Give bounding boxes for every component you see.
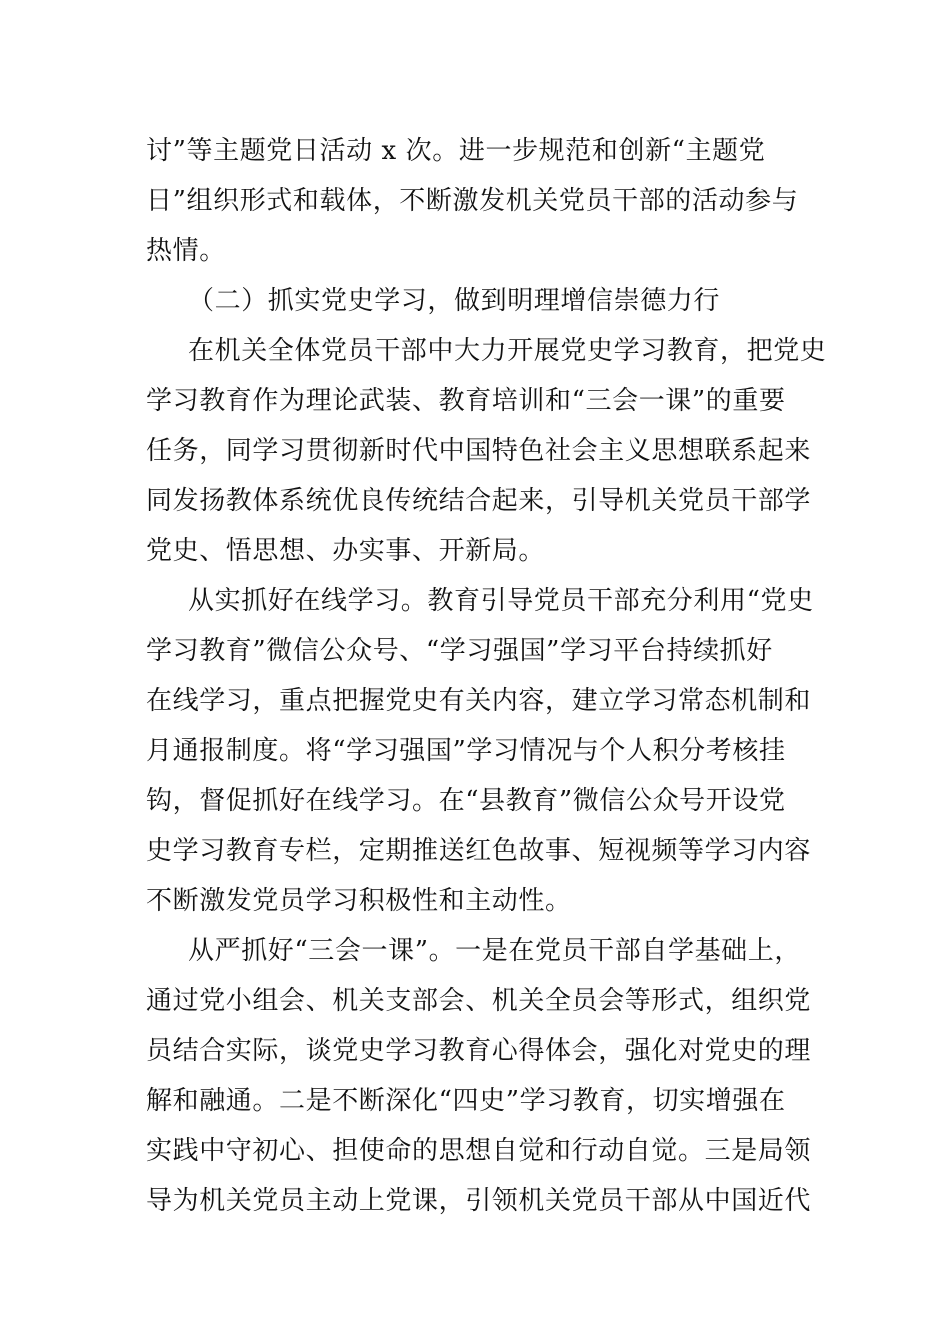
- text-line: 通过党小组会、机关支部会、机关全员会等形式，组织党: [146, 986, 812, 1016]
- text-line: 讨”等主题党日活动 x 次。进一步规范和创新“主题党: [146, 136, 766, 166]
- text-line: 史学习教育专栏，定期推送红色故事、短视频等学习内容: [146, 836, 812, 866]
- text-line: 学习教育作为理论武装、教育培训和“三会一课”的重要: [146, 386, 786, 416]
- text-line: 在机关全体党员干部中大力开展党史学习教育，把党史: [188, 336, 827, 366]
- text-line: 解和融通。二是不断深化“四史”学习教育，切实增强在: [146, 1086, 786, 1116]
- text-line: 从实抓好在线学习。教育引导党员干部充分利用“党史: [188, 586, 814, 616]
- text-line: 员结合实际，谈党史学习教育心得体会，强化对党史的理: [146, 1036, 812, 1066]
- text-line: 同发扬教体系统优良传统结合起来，引导机关党员干部学: [146, 486, 812, 516]
- text-line: 热情。: [146, 236, 226, 266]
- text-line: 月通报制度。将“学习强国”学习情况与个人积分考核挂: [146, 736, 786, 766]
- text-line: 在线学习，重点把握党史有关内容，建立学习常态机制和: [146, 686, 812, 716]
- text-line: 党史、悟思想、办实事、开新局。: [146, 536, 546, 566]
- text-line: 钩，督促抓好在线学习。在“县教育”微信公众号开设党: [146, 786, 786, 816]
- text-line: 不断激发党员学习积极性和主动性。: [146, 886, 572, 916]
- text-line: 学习教育”微信公众号、“学习强国”学习平台持续抓好: [146, 636, 773, 666]
- text-line: 导为机关党员主动上党课，引领机关党员干部从中国近代: [146, 1186, 812, 1216]
- text-line: 日”组织形式和载体，不断激发机关党员干部的活动参与: [146, 186, 799, 216]
- text-line: 任务，同学习贯彻新时代中国特色社会主义思想联系起来: [146, 436, 812, 466]
- text-line: 从严抓好“三会一课”。一是在党员干部自学基础上，: [188, 936, 801, 966]
- section-heading: （二）抓实党史学习，做到明理增信崇德力行: [188, 286, 721, 316]
- text-line: 实践中守初心、担使命的思想自觉和行动自觉。三是局领: [146, 1136, 812, 1166]
